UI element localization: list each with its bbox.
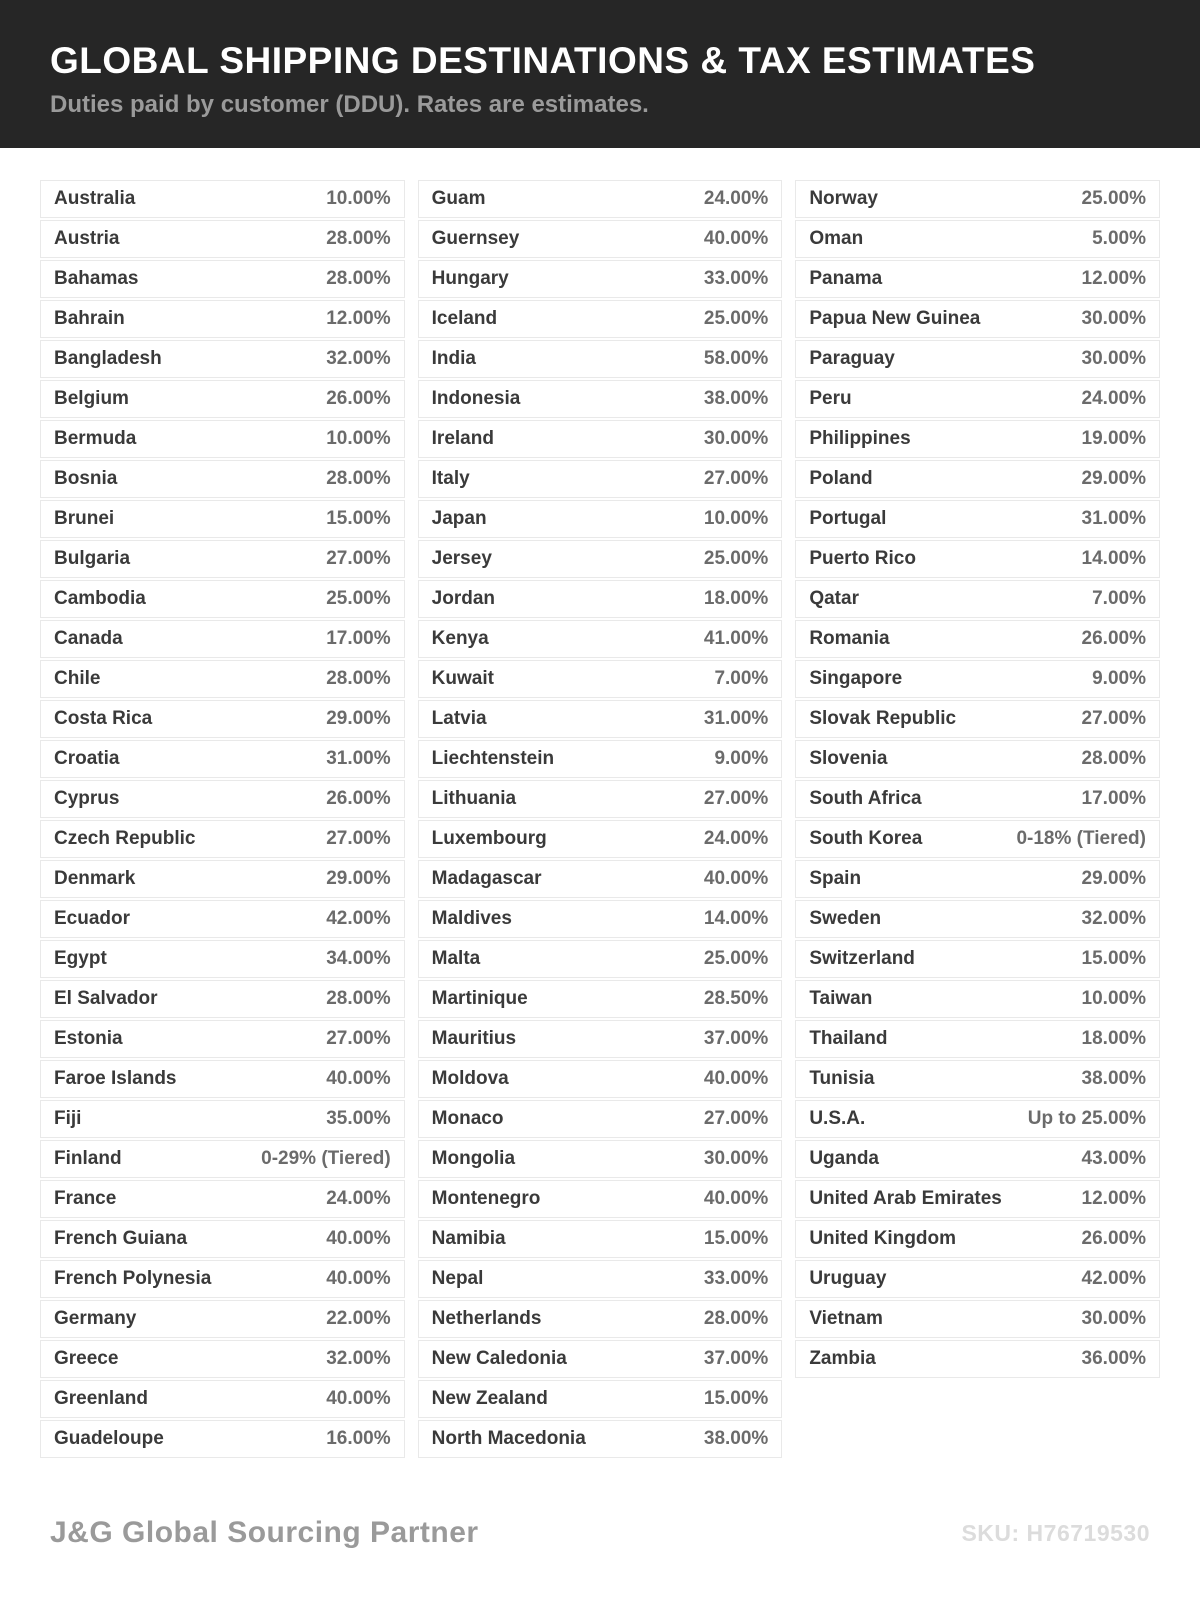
- country-name: New Caledonia: [431, 1348, 567, 1369]
- rate-row: [795, 1300, 1160, 1338]
- rate-row: [418, 860, 783, 898]
- rate-row: [795, 1340, 1160, 1378]
- rate-row: [418, 660, 783, 698]
- country-name: Costa Rica: [54, 708, 153, 729]
- country-name: Chile: [54, 668, 101, 689]
- rate-row: [40, 540, 405, 578]
- rate-value: 22.00%: [326, 1308, 391, 1329]
- country-name: India: [431, 348, 476, 369]
- rate-value: 24.00%: [1081, 388, 1146, 409]
- country-name: Bosnia: [54, 468, 118, 489]
- rate-value: 26.00%: [1081, 628, 1146, 649]
- rate-row: [795, 540, 1160, 578]
- rates-table: [40, 180, 1160, 1458]
- rate-value: 12.00%: [326, 308, 391, 329]
- country-name: Zambia: [809, 1348, 876, 1369]
- rate-row: [418, 1260, 783, 1298]
- country-name: Portugal: [809, 508, 887, 529]
- rate-value: 40.00%: [326, 1268, 391, 1289]
- rate-value: 40.00%: [326, 1228, 391, 1249]
- country-name: Egypt: [54, 948, 107, 969]
- country-name: Bahamas: [54, 268, 139, 289]
- rate-value: 9.00%: [714, 748, 769, 769]
- country-name: Denmark: [54, 868, 136, 889]
- rate-value: 25.00%: [1081, 188, 1146, 209]
- country-name: Mauritius: [431, 1028, 517, 1049]
- rate-value: 9.00%: [1092, 668, 1146, 689]
- rate-value: 32.00%: [326, 348, 391, 369]
- rate-row: [795, 660, 1160, 698]
- country-name: Namibia: [431, 1228, 506, 1249]
- country-name: France: [54, 1188, 117, 1209]
- rate-value: 18.00%: [1081, 1028, 1146, 1049]
- country-name: Singapore: [809, 668, 903, 689]
- country-name: Hungary: [431, 268, 509, 289]
- rate-row: [795, 180, 1160, 218]
- rate-row: [40, 1100, 405, 1138]
- rate-value: 27.00%: [326, 548, 391, 569]
- country-name: Bulgaria: [54, 548, 131, 569]
- rate-value: 31.00%: [1081, 508, 1146, 529]
- country-name: Slovenia: [809, 748, 888, 769]
- rate-row: [40, 940, 405, 978]
- rate-value: 28.00%: [326, 468, 391, 489]
- country-name: U.S.A.: [809, 1108, 866, 1129]
- country-name: United Kingdom: [809, 1228, 957, 1249]
- rate-value: 33.00%: [703, 268, 769, 289]
- rate-value: 41.00%: [703, 628, 769, 649]
- rate-row: [418, 1100, 783, 1138]
- rate-row: [795, 460, 1160, 498]
- country-name: Norway: [809, 188, 878, 209]
- country-name: Maldives: [431, 908, 512, 929]
- rate-row: [40, 300, 405, 338]
- rate-value: 35.00%: [326, 1108, 391, 1129]
- rate-row: [40, 740, 405, 778]
- rate-value: 38.00%: [1081, 1068, 1146, 1089]
- rate-row: [418, 260, 783, 298]
- rate-value: 28.00%: [326, 668, 391, 689]
- country-name: Puerto Rico: [809, 548, 916, 569]
- country-name: Netherlands: [431, 1308, 542, 1329]
- rate-value: 26.00%: [1081, 1228, 1146, 1249]
- rate-row: [418, 1300, 783, 1338]
- rate-row: [40, 1220, 405, 1258]
- rate-row: [795, 300, 1160, 338]
- rate-value: 40.00%: [703, 228, 769, 249]
- country-name: Japan: [431, 508, 487, 529]
- rate-row: [40, 1140, 405, 1178]
- rate-value: 32.00%: [326, 1348, 391, 1369]
- country-name: Switzerland: [809, 948, 915, 969]
- rate-value: 34.00%: [326, 948, 391, 969]
- country-name: Madagascar: [431, 868, 542, 889]
- rate-value: 29.00%: [326, 708, 391, 729]
- rate-value: 29.00%: [326, 868, 391, 889]
- country-name: Finland: [54, 1148, 122, 1169]
- country-name: Monaco: [431, 1108, 504, 1129]
- rate-value: 37.00%: [703, 1028, 769, 1049]
- country-name: Greenland: [54, 1388, 148, 1409]
- rate-row: [795, 220, 1160, 258]
- country-name: Spain: [809, 868, 862, 889]
- rate-row: [795, 1020, 1160, 1058]
- rate-value: 31.00%: [703, 708, 769, 729]
- rate-value: 30.00%: [703, 428, 769, 449]
- rate-row: [795, 1140, 1160, 1178]
- rate-row: [418, 340, 783, 378]
- rate-value: 14.00%: [1081, 548, 1146, 569]
- rate-row: [418, 1340, 783, 1378]
- rate-value: 14.00%: [703, 908, 769, 929]
- country-name: Cyprus: [54, 788, 120, 809]
- rate-row: [40, 1380, 405, 1418]
- country-name: Romania: [809, 628, 890, 649]
- country-name: Paraguay: [809, 348, 895, 369]
- rate-row: [40, 1300, 405, 1338]
- rate-row: [40, 820, 405, 858]
- rate-value: 18.00%: [703, 588, 769, 609]
- rate-value: 12.00%: [1081, 1188, 1146, 1209]
- rate-value: Up to 25.00%: [1027, 1108, 1146, 1129]
- country-name: Czech Republic: [54, 828, 196, 849]
- rate-value: 40.00%: [326, 1068, 391, 1089]
- rate-row: [418, 780, 783, 818]
- rate-row: [795, 420, 1160, 458]
- rate-value: 38.00%: [703, 388, 769, 409]
- rate-value: 28.00%: [326, 228, 391, 249]
- rate-value: 26.00%: [326, 388, 391, 409]
- rate-row: [418, 740, 783, 778]
- rate-value: 28.00%: [703, 1308, 769, 1329]
- rate-value: 15.00%: [703, 1388, 769, 1409]
- country-name: Brunei: [54, 508, 115, 529]
- country-name: Kuwait: [431, 668, 494, 689]
- country-name: Bangladesh: [54, 348, 162, 369]
- rate-value: 28.00%: [1081, 748, 1146, 769]
- brand-name: J&G Global Sourcing Partner: [50, 1516, 479, 1549]
- country-name: Iceland: [431, 308, 498, 329]
- rate-value: 30.00%: [703, 1148, 769, 1169]
- rate-row: [418, 1220, 783, 1258]
- rate-row: [418, 1020, 783, 1058]
- country-name: Australia: [54, 188, 136, 209]
- country-name: French Guiana: [54, 1228, 188, 1249]
- rate-value: 27.00%: [703, 1108, 769, 1129]
- rate-row: [795, 1180, 1160, 1218]
- rate-row: [795, 380, 1160, 418]
- rate-value: 24.00%: [703, 188, 769, 209]
- country-name: Indonesia: [431, 388, 521, 409]
- rate-value: 0-18% (Tiered): [1016, 828, 1146, 849]
- rate-row: [40, 260, 405, 298]
- country-name: Guernsey: [431, 228, 520, 249]
- country-name: Ecuador: [54, 908, 131, 929]
- rate-row: [795, 580, 1160, 618]
- rate-value: 28.00%: [326, 268, 391, 289]
- country-name: Kenya: [431, 628, 489, 649]
- country-name: French Polynesia: [54, 1268, 212, 1289]
- rate-row: [40, 340, 405, 378]
- rate-value: 10.00%: [326, 428, 391, 449]
- rate-row: [40, 460, 405, 498]
- rate-value: 25.00%: [703, 308, 769, 329]
- country-name: Lithuania: [431, 788, 517, 809]
- rate-value: 27.00%: [703, 468, 769, 489]
- rate-value: 30.00%: [1081, 1308, 1146, 1329]
- country-name: Ireland: [431, 428, 494, 449]
- country-name: Bermuda: [54, 428, 137, 449]
- rate-row: [795, 1220, 1160, 1258]
- rate-value: 10.00%: [703, 508, 769, 529]
- country-name: Vietnam: [809, 1308, 883, 1329]
- country-name: Uganda: [809, 1148, 880, 1169]
- country-name: Mongolia: [431, 1148, 516, 1169]
- rate-value: 38.00%: [703, 1428, 769, 1449]
- rate-row: [795, 900, 1160, 938]
- country-name: Qatar: [809, 588, 859, 609]
- rate-row: [418, 1140, 783, 1178]
- rate-row: [795, 340, 1160, 378]
- rate-row: [40, 420, 405, 458]
- rate-value: 24.00%: [326, 1188, 391, 1209]
- rate-value: 19.00%: [1081, 428, 1146, 449]
- rate-value: 17.00%: [1081, 788, 1146, 809]
- country-name: Liechtenstein: [431, 748, 555, 769]
- rate-value: 28.50%: [703, 988, 769, 1009]
- country-name: Uruguay: [809, 1268, 887, 1289]
- country-name: Bahrain: [54, 308, 125, 329]
- rate-row: [795, 980, 1160, 1018]
- country-name: Guadeloupe: [54, 1428, 164, 1449]
- country-name: Slovak Republic: [809, 708, 957, 729]
- rate-row: [795, 740, 1160, 778]
- country-name: Thailand: [809, 1028, 888, 1049]
- country-name: Germany: [54, 1308, 137, 1329]
- rate-row: [40, 700, 405, 738]
- rate-row: [795, 780, 1160, 818]
- country-name: Italy: [431, 468, 470, 489]
- rate-value: 7.00%: [1092, 588, 1146, 609]
- rate-row: [418, 420, 783, 458]
- rate-value: 42.00%: [326, 908, 391, 929]
- page-subtitle: Duties paid by customer (DDU). Rates are estimates.: [50, 90, 649, 118]
- rate-value: 15.00%: [326, 508, 391, 529]
- rate-value: 10.00%: [326, 188, 391, 209]
- page-title: GLOBAL SHIPPING DESTINATIONS & TAX ESTIMATES: [50, 40, 1036, 81]
- country-name: Montenegro: [431, 1188, 541, 1209]
- rate-row: [418, 540, 783, 578]
- country-name: Poland: [809, 468, 873, 489]
- rate-row: [40, 660, 405, 698]
- country-name: New Zealand: [431, 1388, 548, 1409]
- rate-row: [795, 860, 1160, 898]
- country-name: Fiji: [54, 1108, 82, 1129]
- country-name: Malta: [431, 948, 481, 969]
- rate-value: 27.00%: [326, 828, 391, 849]
- country-name: Sweden: [809, 908, 882, 929]
- country-name: Estonia: [54, 1028, 123, 1049]
- rate-value: 17.00%: [326, 628, 391, 649]
- rate-value: 15.00%: [703, 1228, 769, 1249]
- rate-value: 37.00%: [703, 1348, 769, 1369]
- rate-row: [795, 500, 1160, 538]
- rate-row: [795, 620, 1160, 658]
- rate-row: [418, 300, 783, 338]
- rate-row: [40, 1340, 405, 1378]
- rate-value: 27.00%: [326, 1028, 391, 1049]
- country-name: North Macedonia: [431, 1428, 586, 1449]
- rate-row: [40, 1260, 405, 1298]
- rate-row: [795, 820, 1160, 858]
- rate-row: [795, 940, 1160, 978]
- country-name: Nepal: [431, 1268, 484, 1289]
- rate-row: [418, 700, 783, 738]
- country-name: Philippines: [809, 428, 911, 449]
- rate-row: [40, 380, 405, 418]
- rates-column-1: [40, 180, 405, 1458]
- rate-row: [418, 940, 783, 978]
- rate-row: [418, 500, 783, 538]
- rate-value: 16.00%: [326, 1428, 391, 1449]
- rate-row: [418, 620, 783, 658]
- rate-row: [40, 500, 405, 538]
- rate-value: 10.00%: [1081, 988, 1146, 1009]
- rate-row: [418, 460, 783, 498]
- rate-value: 27.00%: [703, 788, 769, 809]
- country-name: Croatia: [54, 748, 120, 769]
- rate-row: [40, 900, 405, 938]
- country-name: Taiwan: [809, 988, 873, 1009]
- rate-value: 24.00%: [703, 828, 769, 849]
- rate-row: [418, 1180, 783, 1218]
- rate-row: [418, 900, 783, 938]
- country-name: Martinique: [431, 988, 528, 1009]
- rate-value: 42.00%: [1081, 1268, 1146, 1289]
- country-name: Jordan: [431, 588, 496, 609]
- country-name: Tunisia: [809, 1068, 875, 1089]
- rate-value: 5.00%: [1092, 228, 1146, 249]
- country-name: Belgium: [54, 388, 129, 409]
- rate-value: 58.00%: [703, 348, 769, 369]
- country-name: Panama: [809, 268, 883, 289]
- rate-row: [795, 700, 1160, 738]
- rate-value: 36.00%: [1081, 1348, 1146, 1369]
- rate-row: [795, 1060, 1160, 1098]
- rates-column-2: [418, 180, 783, 1458]
- rates-column-3: [795, 180, 1160, 1378]
- rate-row: [418, 980, 783, 1018]
- country-name: El Salvador: [54, 988, 158, 1009]
- footer: [0, 1516, 1200, 1550]
- rate-row: [418, 820, 783, 858]
- rate-value: 40.00%: [703, 868, 769, 889]
- rate-value: 28.00%: [326, 988, 391, 1009]
- rate-value: 31.00%: [326, 748, 391, 769]
- rate-value: 29.00%: [1081, 468, 1146, 489]
- rate-row: [795, 1100, 1160, 1138]
- rate-value: 12.00%: [1081, 268, 1146, 289]
- country-name: Greece: [54, 1348, 119, 1369]
- rate-row: [795, 1260, 1160, 1298]
- rate-row: [418, 1060, 783, 1098]
- header-banner: [0, 0, 1200, 148]
- rate-value: 25.00%: [703, 948, 769, 969]
- rate-row: [40, 1180, 405, 1218]
- country-name: United Arab Emirates: [809, 1188, 1002, 1209]
- country-name: Cambodia: [54, 588, 146, 609]
- rate-value: 40.00%: [326, 1388, 391, 1409]
- rate-row: [40, 980, 405, 1018]
- country-name: Jersey: [431, 548, 492, 569]
- country-name: Luxembourg: [431, 828, 547, 849]
- rate-row: [795, 260, 1160, 298]
- rate-row: [418, 1380, 783, 1418]
- rate-value: 27.00%: [1081, 708, 1146, 729]
- country-name: Papua New Guinea: [809, 308, 981, 329]
- rate-row: [40, 860, 405, 898]
- rate-value: 30.00%: [1081, 348, 1146, 369]
- country-name: South Africa: [809, 788, 922, 809]
- country-name: Oman: [809, 228, 864, 249]
- country-name: Guam: [431, 188, 486, 209]
- rate-value: 40.00%: [703, 1188, 769, 1209]
- rate-value: 40.00%: [703, 1068, 769, 1089]
- rate-value: 25.00%: [326, 588, 391, 609]
- rate-value: 43.00%: [1081, 1148, 1146, 1169]
- rate-row: [418, 380, 783, 418]
- rate-value: 25.00%: [703, 548, 769, 569]
- country-name: South Korea: [809, 828, 923, 849]
- country-name: Canada: [54, 628, 123, 649]
- rate-row: [40, 1020, 405, 1058]
- rate-row: [418, 1420, 783, 1458]
- rate-row: [40, 620, 405, 658]
- rate-value: 7.00%: [714, 668, 769, 689]
- rate-value: 26.00%: [326, 788, 391, 809]
- rate-row: [418, 220, 783, 258]
- country-name: Austria: [54, 228, 120, 249]
- rate-row: [40, 780, 405, 818]
- rate-value: 32.00%: [1081, 908, 1146, 929]
- rate-value: 29.00%: [1081, 868, 1146, 889]
- rate-value: 30.00%: [1081, 308, 1146, 329]
- rate-row: [418, 580, 783, 618]
- country-name: Faroe Islands: [54, 1068, 177, 1089]
- rate-row: [40, 220, 405, 258]
- rate-row: [40, 1420, 405, 1458]
- rate-row: [40, 580, 405, 618]
- rate-value: 15.00%: [1081, 948, 1146, 969]
- rate-row: [418, 180, 783, 218]
- rate-value: 33.00%: [703, 1268, 769, 1289]
- country-name: Latvia: [431, 708, 487, 729]
- rate-value: 0-29% (Tiered): [261, 1148, 391, 1169]
- sku-label: SKU: H76719530: [961, 1519, 1150, 1546]
- country-name: Moldova: [431, 1068, 509, 1089]
- rate-row: [40, 1060, 405, 1098]
- country-name: Peru: [809, 388, 852, 409]
- rate-row: [40, 180, 405, 218]
